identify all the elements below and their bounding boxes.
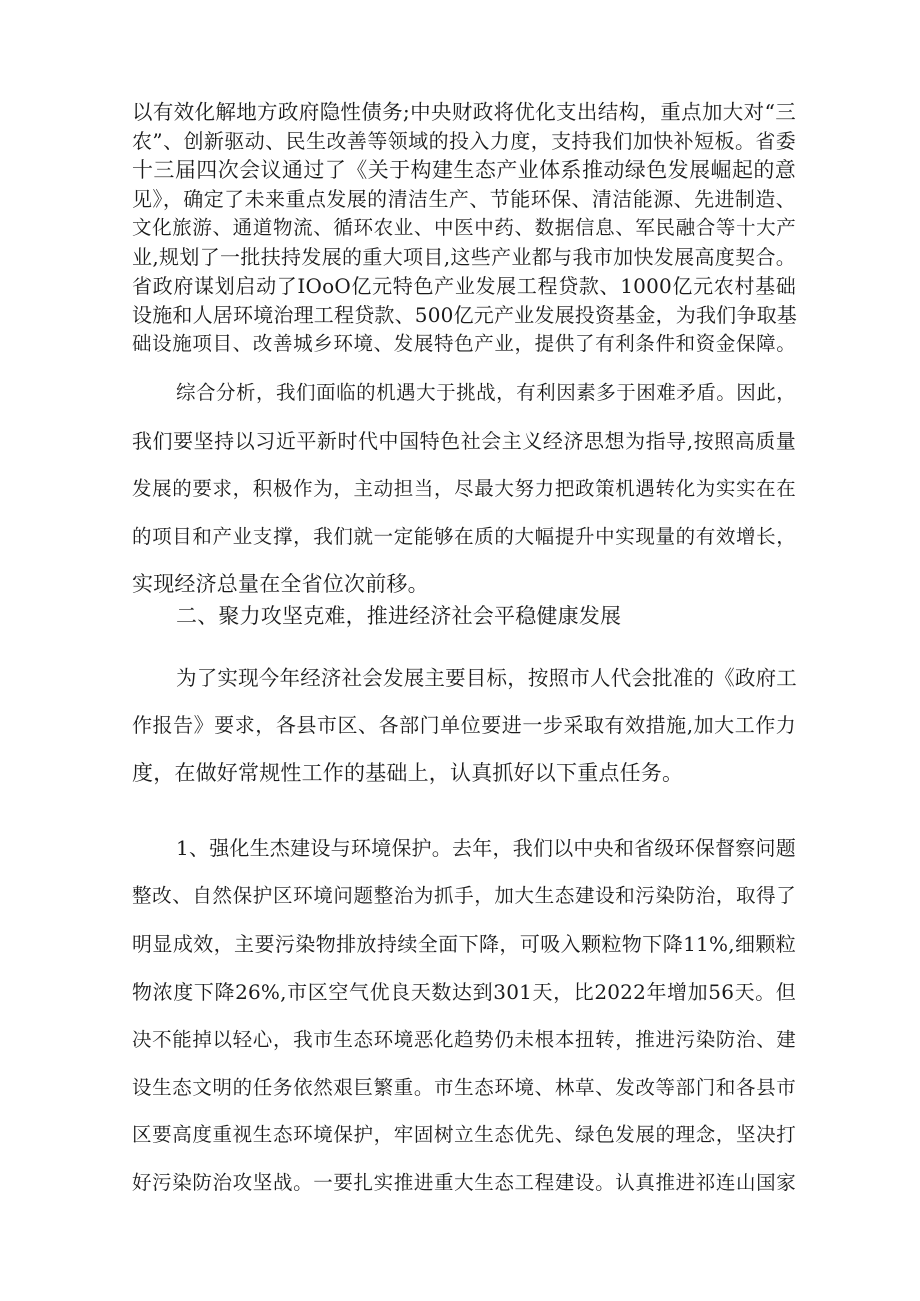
- text-line: 1、强化生杰建设与环境保护。去年，我们以中央和省级环保督察问题: [176, 836, 796, 860]
- text-line: 区要高度重视生态环境保护，牢固树立生态优先、绿色发展的理念，坚决打: [132, 1123, 796, 1146]
- text-line: 为了实现今年经济社会发展主要目标，按照市人代会批准的《政府工: [176, 666, 797, 690]
- text-line: 础设施项目、改善城乡环境、发展特色产业，提供了有利条件和资金保障。: [132, 332, 796, 355]
- text-line: 十三届四次会议通过了《关于构建生态产业体系推动绿色发展崛起的意: [132, 158, 796, 182]
- text-line: 物浓度下降26%,市区空气优良天数达到301天，比2022年增加56天。但: [132, 980, 796, 1004]
- text-line: 明显成效，主要污染物排放持续全面下降，可吸入颗粒物下降11%,细颗粒: [132, 932, 796, 956]
- text-line: 我们要坚持以习近平新时代中国特色社会主义经济思想为指导,按照高质量: [132, 429, 796, 453]
- text-line: 业,规划了一批扶持发展的重大项目,这些产业都与我市加快发展高度契合。: [132, 245, 796, 269]
- text-line: 作报告》要求，各县市区、各部门单位要进一步采取有效措施,加大工作力: [132, 713, 796, 737]
- text-line: 决不能掉以轻心，我市生态环境恶化趋势仍未根本扭转，推进污染防治、建: [132, 1028, 796, 1051]
- text-line: 省政府谋划启动了IOoO亿元特色产业发展工程贷款、1000亿元农村基础: [132, 274, 796, 298]
- text-line: 综合分析，我们面临的机遇大于挑战，有利因素多于困难矛盾。因此，: [176, 381, 796, 404]
- text-line: 文化旅游、通道物流、循环农业、中医中药、数据信息、军民融合等十大产: [132, 216, 796, 239]
- text-line: 农”、创新驱动、民生改善等领域的投入力度，支持我们加快补短板。省委: [132, 129, 796, 153]
- text-line: 实现经济总量在全省位次前移。: [132, 572, 429, 596]
- text-line: 设生态文明的任务依然艰巨繁重。市生态环境、林草、发改等部门和各县市: [132, 1076, 796, 1099]
- text-line: 设施和人居环境治理工程贷款、500亿元产业发展投资基金，为我们争取基: [132, 303, 797, 327]
- text-line: 见》，确定了未来重点发展的清洁生产、节能环保、清洁能源、先进制造、: [132, 187, 796, 211]
- text-line: 好污染防治攻坚战。一要扎实推进重大生态工程建设。认真推进祁连山国家: [132, 1171, 796, 1194]
- text-line: 度，在做好常规性工作的基础上，认真抓好以下重点任务。: [132, 761, 684, 785]
- section-heading: 二、聚力攻坚克难，推进经济社会平稳健康发展: [176, 604, 622, 628]
- text-line: 以有效化解地方政府隐性债务;中央财政将优化支出结构，重点加大对“三: [132, 100, 796, 124]
- text-line: 的项目和产业支撑，我们就一定能够在质的大幅提升中实现量的有效增长，: [132, 525, 796, 548]
- text-line: 整改、自然保护区环境问题整治为抓手，加大生态建设和污染防治，取得了: [132, 884, 796, 907]
- text-line: 发展的要求，积极作为，主动担当，尽最大努力把政策机遇转化为实实在在: [132, 477, 796, 500]
